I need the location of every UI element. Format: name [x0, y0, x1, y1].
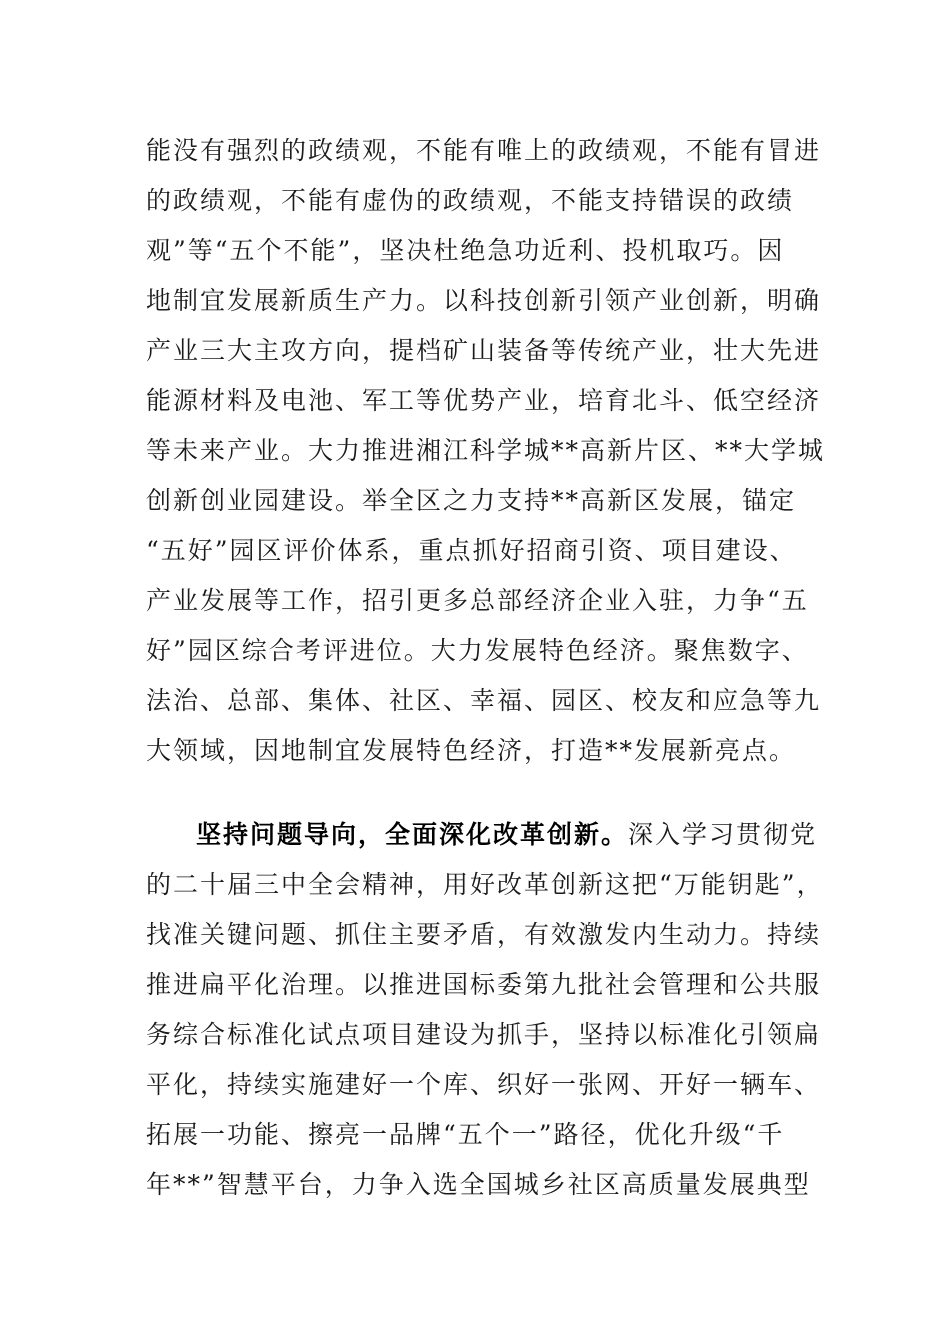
paragraph-2-line: 年**”智慧平台，力争入选全国城乡社区高质量发展典型: [146, 1170, 811, 1199]
paragraph-1-line: 产业三大主攻方向，提档矿山装备等传统产业，壮大先进: [146, 336, 822, 365]
paragraph-2-heading: 坚持问题导向，全面深化改革创新。: [196, 820, 629, 849]
paragraph-2-line: 拓展一功能、擦亮一品牌“五个一”路径，优化升级“千: [146, 1120, 785, 1149]
paragraph-2-line: 的二十届三中全会精神，用好改革创新这把“万能钥匙”，: [146, 870, 824, 899]
paragraph-1-line: 能源材料及电池、军工等优势产业，培育北斗、低空经济: [146, 386, 822, 415]
paragraph-1-line: 法治、总部、集体、社区、幸福、园区、校友和应急等九: [146, 686, 822, 715]
paragraph-2-line: 平化，持续实施建好一个库、织好一张网、开好一辆车、: [146, 1070, 822, 1099]
paragraph-1-line: 创新创业园建设。举全区之力支持**高新区发展，锚定: [146, 486, 797, 515]
paragraph-1-line: 能没有强烈的政绩观，不能有唯上的政绩观，不能有冒进: [146, 136, 822, 165]
paragraph-1-line: 等未来产业。大力推进湘江科学城**高新片区、**大学城: [146, 436, 826, 465]
paragraph-1-line: “五好”园区评价体系，重点抓好招商引资、项目建设、: [146, 536, 797, 565]
paragraph-2-line: 找准关键问题、抓住主要矛盾，有效激发内生动力。持续: [146, 920, 822, 949]
paragraph-2-line: 推进扁平化治理。以推进国标委第九批社会管理和公共服: [146, 970, 822, 999]
paragraph-2-line: 务综合标准化试点项目建设为抓手，坚持以标准化引领扁: [146, 1020, 822, 1049]
paragraph-1-line: 观”等“五个不能”，坚决杜绝急功近利、投机取巧。因: [146, 236, 785, 265]
paragraph-1-line: 大领域，因地制宜发展特色经济，打造**发展新亮点。: [146, 736, 797, 765]
paragraph-2-first-line-text: 深入学习贯彻党: [628, 820, 818, 849]
paragraph-1-line: 的政绩观，不能有虚伪的政绩观，不能支持错误的政绩: [146, 186, 795, 215]
paragraph-1-line: 产业发展等工作，招引更多总部经济企业入驻，力争“五: [146, 586, 809, 615]
paragraph-1-line: 好”园区综合考评进位。大力发展特色经济。聚焦数字、: [146, 636, 809, 665]
paragraph-1-line: 地制宜发展新质生产力。以科技创新引领产业创新，明确: [146, 286, 822, 315]
paragraph-2-first-line: [196, 810, 817, 860]
